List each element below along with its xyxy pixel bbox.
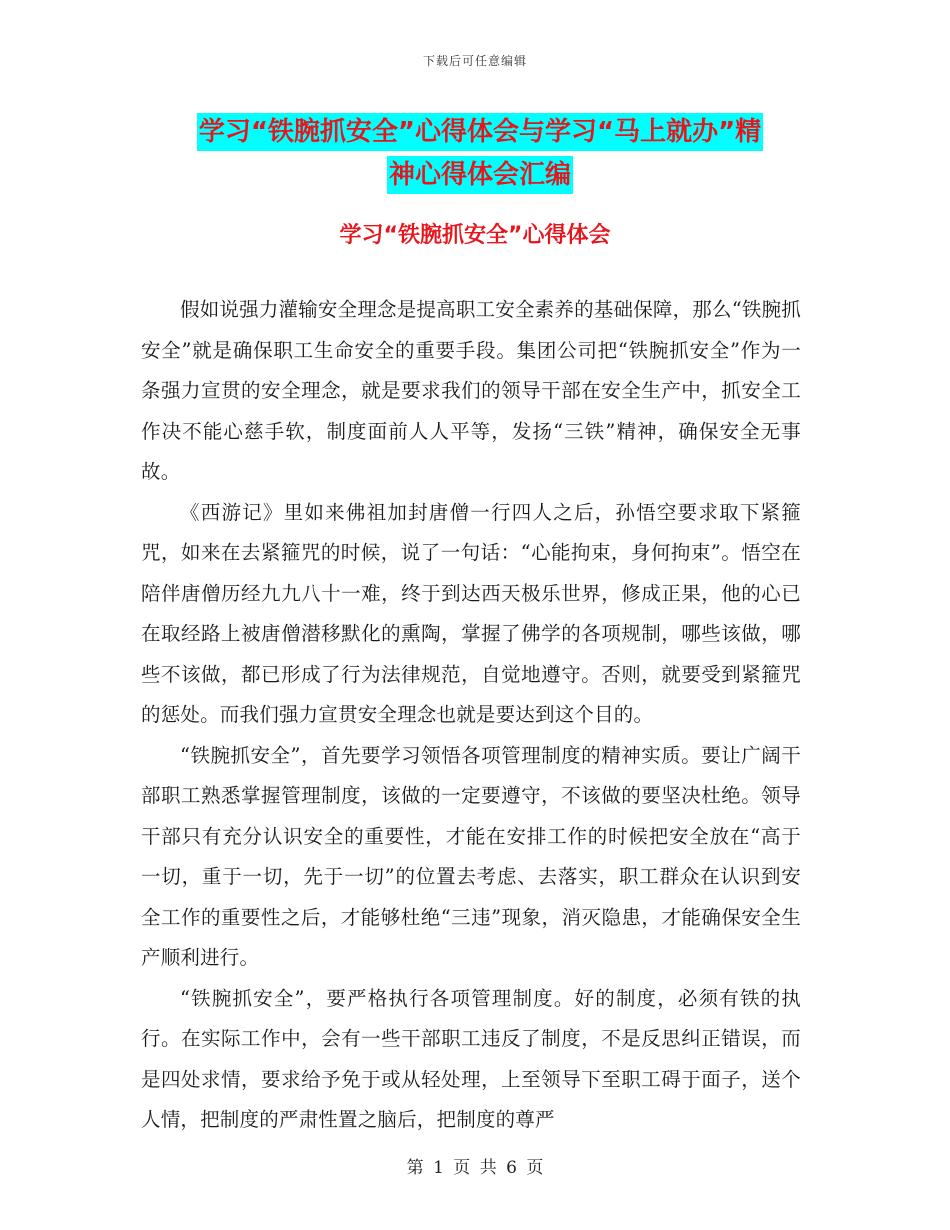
title-highlight: 神心得体会汇编: [387, 156, 573, 194]
paragraph: 假如说强力灌输安全理念是提高职工安全素养的基础保障，那么“铁腕抓安全”就是确保职工生命安全的重要手段。集团公司把“铁腕抓安全”作为一条强力宣贯的安全理念，就是要求我们的领导干部在安全生产中，抓安全工作决不能心慈手软，制度面前人人平等，发扬“三铁”精神，确保安全无事故。: [141, 298, 801, 483]
document-title-line-2: [140, 147, 820, 203]
section-title: 学习“铁腕抓安全”心得体会: [339, 223, 611, 248]
page-footer: 第 1 页 共 6 页: [406, 1158, 544, 1178]
paragraph: “铁腕抓安全”，要严格执行各项管理制度。好的制度，必须有铁的执行。在实际工作中，会有一些干部职工违反了制度，不是反思纠正错误，而是四处求情，要求给予免于或从轻处理，上至领导下至职工碍于面子，送个人情，把制度的严肃性置之脑后，把制度的尊严: [141, 986, 801, 1131]
header-note: 下载后可任意编辑: [422, 54, 527, 68]
paragraph: 《西游记》里如来佛祖加封唐僧一行四人之后，孙悟空要求取下紧箍咒，如来在去紧箍咒的时候，说了一句话：“心能拘束，身何拘束”。悟空在陪伴唐僧历经九九八十一难，终于到达西天极乐世界，修成正果，他的心已在取经路上被唐僧潜移默化的熏陶，掌握了佛学的各项规制，哪些该做，哪些不该做，都已形成了行为法律规范，自觉地遵守。否则，就要受到紧箍咒的惩处。而我们强力宣贯安全理念也就是要达到这个目的。: [141, 500, 801, 726]
paragraph: “铁腕抓安全”，首先要学习领悟各项管理制度的精神实质。要让广阔干部职工熟悉掌握管理制度，该做的一定要遵守，不该做的要坚决杜绝。领导干部只有充分认识安全的重要性，才能在安排工作的时候把安全放在“高于一切，重于一切，先于一切”的位置去考虑、去落实，职工群众在认识到安全工作的重要性之后，才能够杜绝“三违”现象，消灭隐患，才能确保安全生产顺利进行。: [141, 743, 801, 969]
body-text: [141, 290, 801, 1141]
title-highlight: 学习“铁腕抓安全”心得体会与学习“马上就办”精: [197, 113, 763, 151]
